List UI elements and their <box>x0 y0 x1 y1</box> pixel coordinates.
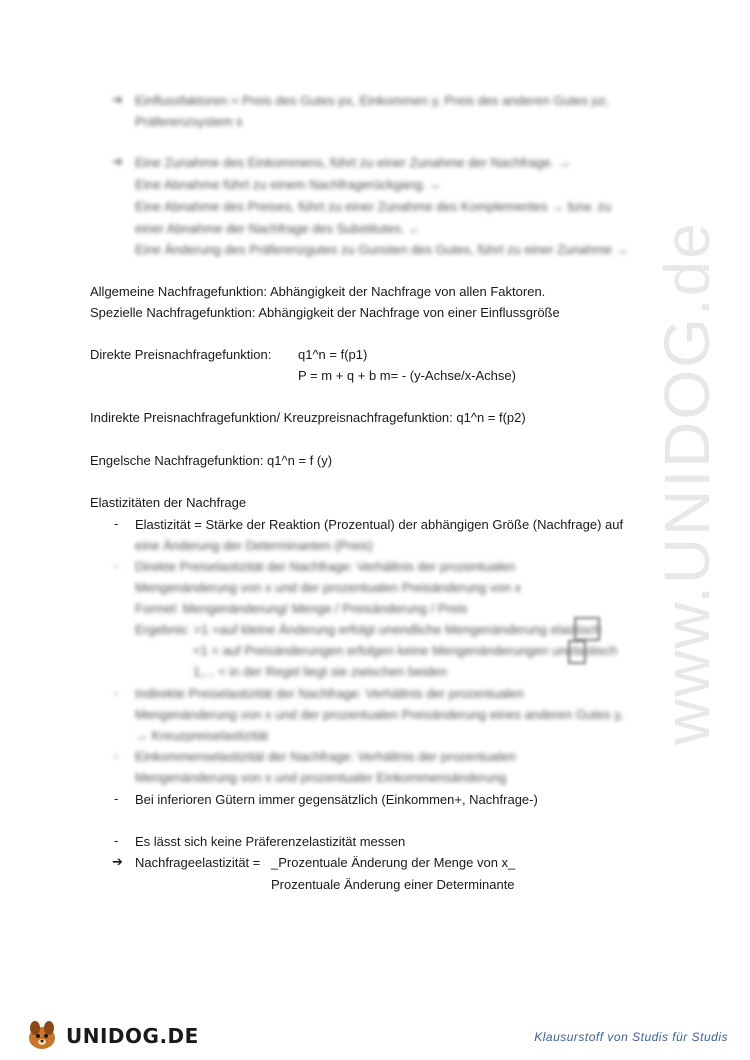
dash-bullet: - <box>114 685 119 700</box>
text-direkte-formula: q1^n = f(p1) <box>298 347 368 362</box>
dash-bullet: - <box>114 516 119 531</box>
blurred-text: Direkte Preiselastizität der Nachfrage: Verhältnis der prozentualen <box>135 559 516 574</box>
arrow-bullet-icon: ➔ <box>112 92 123 107</box>
text-nachfrageelastizitaet-label: Nachfrageelastizität = <box>135 855 261 870</box>
dash-bullet: - <box>114 791 119 806</box>
blurred-text: Mengenänderung von x und der prozentualen Preisänderung von x <box>135 580 521 595</box>
text-indirekte: Indirekte Preisnachfragefunktion/ Kreuzpreisnachfragefunktion: q1^n = f(p2) <box>90 410 526 425</box>
logo-text: UNIDOG.DE <box>66 1024 199 1048</box>
text-fraction-numerator: _Prozentuale Änderung der Menge von x_ <box>271 855 516 870</box>
dog-icon <box>22 1016 62 1052</box>
blurred-text: Einkommenselastizität der Nachfrage: Verhältnis der prozentualen <box>135 749 516 764</box>
blurred-text: Ergebnis: >1 =auf kleine Änderung erfolgt unendliche Mengenänderung elastisch <box>135 622 602 637</box>
footer-tagline: Klausurstoff von Studis für Studis <box>534 1030 728 1044</box>
box-shape <box>568 640 586 664</box>
text-praeferenz: Es lässt sich keine Präferenzelastizität messen <box>135 834 406 849</box>
text-engelsche: Engelsche Nachfragefunktion: q1^n = f (y) <box>90 453 333 468</box>
blurred-text: einer Abnahme der Nachfrage des Substitutes. ← <box>135 221 422 236</box>
blurred-text: → Kreuzpreiselastizität <box>135 728 268 743</box>
blurred-text: Eine Abnahme führt zu einem Nachfragerückgang. ← <box>135 177 443 192</box>
blurred-text: Präferenzsystem s <box>135 114 243 129</box>
dash-bullet: - <box>114 558 119 573</box>
blurred-text: Mengenänderung von x und der prozentualen Preisänderung eines anderen Gutes y, <box>135 707 624 722</box>
text-spezielle: Spezielle Nachfragefunktion: Abhängigkeit der Nachfrage von einer Einflussgröße <box>90 305 560 320</box>
dash-bullet: - <box>114 748 119 763</box>
blurred-text: Eine Änderung des Präferenzgutes zu Gunsten des Gutes, führt zu einer Zunahme → <box>135 242 629 257</box>
text-direkte-formula2: P = m + q + b m= - (y-Achse/x-Achse) <box>298 368 516 383</box>
text-allgemeine: Allgemeine Nachfragefunktion: Abhängigkeit der Nachfrage von allen Faktoren. <box>90 284 546 299</box>
blurred-text: <1 = auf Preisänderungen erfolgen keine Mengenänderungen unelastisch <box>193 643 618 658</box>
box-shape <box>574 617 600 641</box>
blurred-text: Einflussfaktoren = Preis des Gutes px, Einkommen y, Preis des anderen Gutes pz, <box>135 93 610 108</box>
blurred-text: eine Änderung der Determinanten (Preis) <box>135 538 373 553</box>
blurred-text: 1,... = in der Regel liegt sie zwischen beiden <box>193 664 448 679</box>
unidog-logo <box>22 1016 199 1052</box>
text-elastizitaeten-heading: Elastizitäten der Nachfrage <box>90 495 247 510</box>
text-elastizitaet-item: Elastizität = Stärke der Reaktion (Prozentual) der abhängigen Größe (Nachfrage) auf <box>135 517 624 532</box>
blurred-text: Eine Abnahme des Preises, führt zu einer Zunahme des Komplementes → bzw. zu <box>135 199 612 214</box>
text-inferior: Bei inferioren Gütern immer gegensätzlich (Einkommen+, Nachfrage-) <box>135 792 538 807</box>
blurred-text: Indirekte Preiselastizität der Nachfrage: Verhältnis der prozentualen <box>135 686 524 701</box>
arrow-bullet-icon: ➔ <box>112 854 123 869</box>
text-direkte-label: Direkte Preisnachfragefunktion: <box>90 347 272 362</box>
blurred-text: Mengenänderung von x und prozentualer Einkommensänderung <box>135 770 507 785</box>
text-fraction-denominator: Prozentuale Änderung einer Determinante <box>271 877 515 892</box>
blurred-text: Formel: Mengenänderung/ Menge / Preisänderung / Preis <box>135 601 468 616</box>
watermark: www.UNIDOG.de <box>651 221 723 745</box>
arrow-bullet-icon: ➔ <box>112 154 123 169</box>
dash-bullet: - <box>114 833 119 848</box>
blurred-text: Eine Zunahme des Einkommens, führt zu einer Zunahme der Nachfrage. → <box>135 155 571 170</box>
